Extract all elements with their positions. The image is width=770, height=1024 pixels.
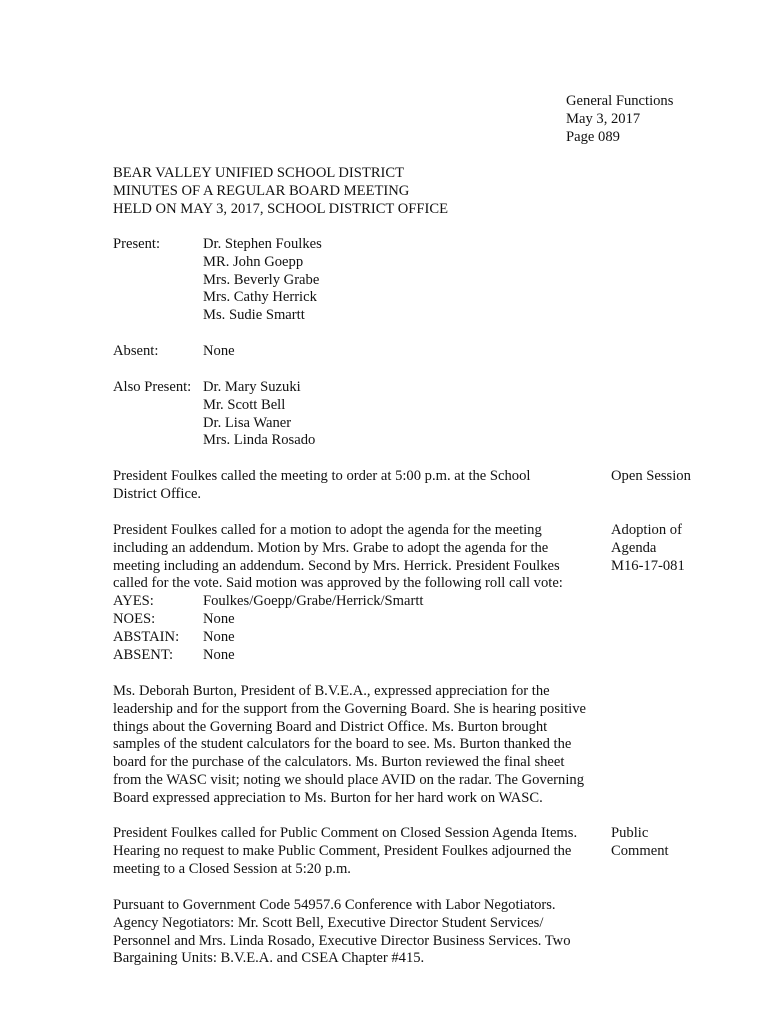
paragraph-line: from the WASC visit; noting we should place AVID on the radar. The Governing — [113, 771, 584, 788]
side-heading-line: Adoption of — [611, 522, 682, 538]
paragraph-line: President Foulkes called for a motion to adopt the agenda for the meeting — [113, 522, 542, 538]
negotiators-paragraph — [113, 897, 613, 968]
vote-label: AYES: — [113, 593, 154, 609]
side-heading-line: Agenda — [611, 539, 657, 556]
header-section: General Functions — [566, 93, 674, 109]
open-session-side-heading — [611, 468, 691, 486]
title-line: MINUTES OF A REGULAR BOARD MEETING — [113, 182, 410, 199]
paragraph-line: Bargaining Units: B.V.E.A. and CSEA Chapter #415. — [113, 950, 425, 967]
paragraph-line: Agency Negotiators: Mr. Scott Bell, Executive Director Student Services/ — [113, 914, 544, 931]
roll-call-votes — [113, 593, 513, 665]
attendee-name: MR. John Goepp — [203, 253, 304, 270]
also-present-label: Also Present: — [113, 379, 192, 395]
open-session-paragraph — [113, 468, 613, 504]
public-comment-side-heading — [611, 825, 669, 861]
paragraph-line: President Foulkes called for Public Comment on Closed Session Agenda Items. — [113, 825, 578, 841]
attendee-name: Mrs. Beverly Grabe — [203, 271, 320, 288]
present-section — [113, 236, 513, 326]
absent-section — [113, 343, 513, 361]
paragraph-line: Ms. Deborah Burton, President of B.V.E.A., expressed appreciation for the — [113, 683, 550, 699]
paragraph-line: President Foulkes called the meeting to order at 5:00 p.m. at the School — [113, 468, 531, 484]
agenda-paragraph — [113, 522, 613, 593]
paragraph-line: things about the Governing Board and District Office. Ms. Burton brought — [113, 718, 548, 735]
side-heading-line: Open Session — [611, 468, 691, 484]
paragraph-line: Board expressed appreciation to Ms. Burton for her hard work on WASC. — [113, 789, 543, 806]
header-page-number: Page 089 — [566, 128, 620, 145]
absent-value: None — [203, 343, 235, 359]
side-heading-line: Comment — [611, 842, 669, 859]
document-title — [113, 165, 448, 218]
attendee-name: Dr. Stephen Foulkes — [203, 236, 322, 252]
staff-name: Dr. Mary Suzuki — [203, 379, 301, 395]
vote-value: None — [203, 611, 235, 627]
motion-number: M16-17-081 — [611, 557, 685, 574]
header-date: May 3, 2017 — [566, 110, 641, 127]
attendee-name: Ms. Sudie Smartt — [203, 307, 305, 324]
paragraph-line: meeting including an addendum. Second by Mrs. Herrick. President Foulkes — [113, 557, 560, 574]
paragraph-line: called for the vote. Said motion was approved by the following roll call vote: — [113, 575, 563, 592]
present-label: Present: — [113, 236, 161, 252]
staff-name: Dr. Lisa Waner — [203, 414, 292, 431]
agenda-side-heading — [611, 522, 685, 575]
title-line: HELD ON MAY 3, 2017, SCHOOL DISTRICT OFFICE — [113, 200, 449, 217]
title-line: BEAR VALLEY UNIFIED SCHOOL DISTRICT — [113, 165, 405, 181]
paragraph-line: board for the purchase of the calculators. Ms. Burton reviewed the final sheet — [113, 754, 565, 771]
public-comment-paragraph — [113, 825, 613, 878]
side-heading-line: Public — [611, 825, 649, 841]
absent-label: Absent: — [113, 343, 159, 359]
attendee-name: Mrs. Cathy Herrick — [203, 289, 317, 306]
paragraph-line: including an addendum. Motion by Mrs. Grabe to adopt the agenda for the — [113, 539, 549, 556]
also-present-section — [113, 379, 513, 451]
paragraph-line: meeting to a Closed Session at 5:20 p.m. — [113, 860, 351, 877]
staff-name: Mrs. Linda Rosado — [203, 432, 316, 449]
paragraph-line: District Office. — [113, 485, 202, 502]
paragraph-line: Personnel and Mrs. Linda Rosado, Executive Director Business Services. Two — [113, 932, 571, 949]
paragraph-line: leadership and for the support from the Governing Board. She is hearing positive — [113, 700, 586, 717]
vote-value: None — [203, 629, 235, 645]
vote-row — [113, 593, 513, 611]
vote-label: ABSTAIN: — [113, 629, 180, 645]
vote-row — [113, 611, 513, 629]
page-header — [566, 93, 673, 146]
vote-row — [113, 647, 513, 665]
vote-value: None — [203, 647, 235, 663]
vote-value: Foulkes/Goepp/Grabe/Herrick/Smartt — [203, 593, 424, 609]
paragraph-line: Hearing no request to make Public Comment, President Foulkes adjourned the — [113, 842, 572, 859]
paragraph-line: samples of the student calculators for the board to see. Ms. Burton thanked the — [113, 736, 572, 753]
staff-name: Mr. Scott Bell — [203, 396, 286, 413]
vote-label: ABSENT: — [113, 647, 174, 663]
paragraph-line: Pursuant to Government Code 54957.6 Conference with Labor Negotiators. — [113, 897, 556, 913]
vote-row — [113, 629, 513, 647]
burton-paragraph — [113, 683, 613, 808]
vote-label: NOES: — [113, 611, 156, 627]
